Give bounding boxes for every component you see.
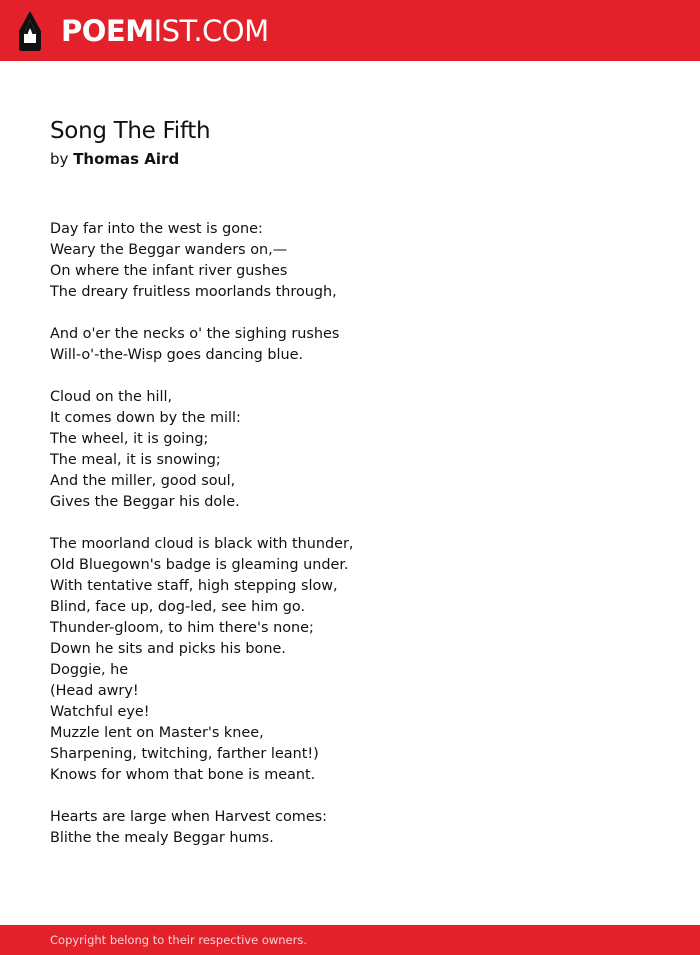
- poem-byline: [50, 146, 650, 172]
- poem-line: The meal, it is snowing;: [50, 452, 221, 468]
- poem-line: And the miller, good soul,: [50, 473, 236, 489]
- poem-line: Thunder-gloom, to him there's none;: [50, 620, 314, 636]
- poem-line: Muzzle lent on Master's knee,: [50, 725, 264, 741]
- poem-line: Weary the Beggar wanders on,—: [50, 242, 288, 258]
- poem-line: Gives the Beggar his dole.: [50, 494, 240, 510]
- poem-line: And o'er the necks o' the sighing rushes: [50, 326, 340, 342]
- site-footer: [0, 925, 700, 955]
- poem-author: Thomas Aird: [73, 150, 180, 168]
- poem-stanza: [50, 324, 650, 366]
- poem-line: Sharpening, twitching, farther leant!): [50, 746, 319, 762]
- poem-line: It comes down by the mill:: [50, 410, 241, 426]
- poem-title: Song The Fifth: [50, 118, 211, 144]
- poem-line: Cloud on the hill,: [50, 389, 173, 405]
- pen-nib-icon: [17, 10, 43, 52]
- poem-line: The moorland cloud is black with thunder,: [50, 536, 354, 552]
- poem-line: Will-o'-the-Wisp goes dancing blue.: [50, 347, 304, 363]
- poem-line: On where the infant river gushes: [50, 263, 288, 279]
- poem-body: [50, 219, 650, 849]
- poem-stanza: [50, 534, 650, 786]
- poem-line: With tentative staff, high stepping slow,: [50, 578, 338, 594]
- poem-line: Knows for whom that bone is meant.: [50, 767, 316, 783]
- poem-line: Hearts are large when Harvest comes:: [50, 809, 328, 825]
- brand-light-text: IST.COM: [153, 14, 269, 48]
- poem-line: Blind, face up, dog-led, see him go.: [50, 599, 306, 615]
- poem-line: Blithe the mealy Beggar hums.: [50, 830, 274, 846]
- poem-line: Day far into the west is gone:: [50, 221, 263, 237]
- poem-stanza: [50, 387, 650, 513]
- poem-stanza: [50, 807, 650, 849]
- copyright-notice: Copyright belong to their respective owners.: [50, 933, 308, 947]
- poem-stanza: [50, 219, 650, 303]
- poem-line: (Head awry!: [50, 683, 139, 699]
- poem-line: Old Bluegown's badge is gleaming under.: [50, 557, 349, 573]
- poem-content: [50, 116, 650, 870]
- byline-label: by: [50, 150, 69, 168]
- poem-line: Doggie, he: [50, 662, 129, 678]
- poem-line: Down he sits and picks his bone.: [50, 641, 286, 657]
- site-header: [0, 0, 700, 61]
- brand-wordmark: [61, 9, 269, 53]
- poem-line: The wheel, it is going;: [50, 431, 209, 447]
- poem-line: Watchful eye!: [50, 704, 150, 720]
- poem-line: The dreary fruitless moorlands through,: [50, 284, 337, 300]
- site-logo-link[interactable]: [17, 9, 269, 53]
- brand-bold-text: POEM: [61, 14, 154, 48]
